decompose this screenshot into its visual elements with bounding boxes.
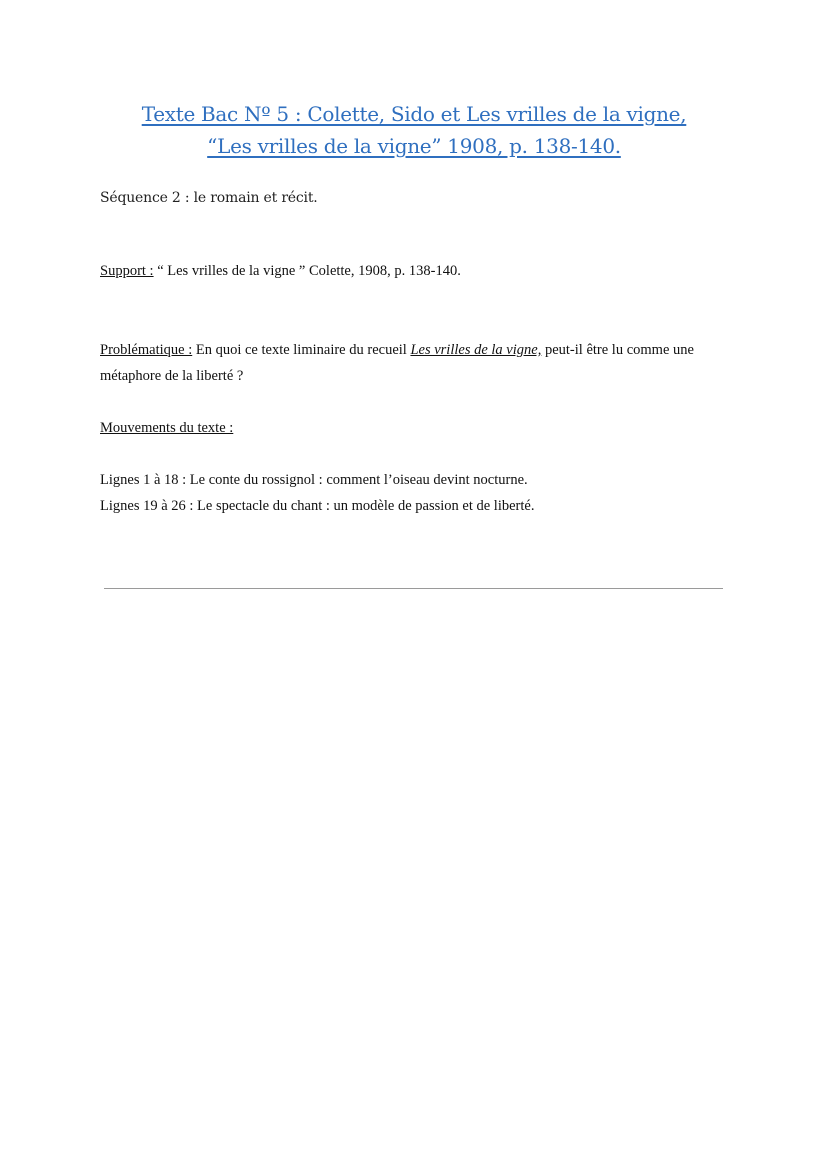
title-line-1: Texte Bac Nº 5 : Colette, Sido et Les vrilles de la vigne, <box>141 102 687 126</box>
problematique-work-title: Les vrilles de la vigne, <box>410 342 542 358</box>
problematique-paragraph <box>100 337 740 389</box>
problematique-line-2: métaphore de la liberté ? <box>100 368 244 384</box>
horizontal-divider <box>104 588 723 589</box>
title-line-2: “Les vrilles de la vigne” 1908, p. 138-140. <box>207 134 621 158</box>
problematique-text-after: peut-il être lu comme une <box>541 342 694 358</box>
mouvements-list <box>100 467 740 519</box>
support-text: “ Les vrilles de la vigne ” Colette, 1908, p. 138-140. <box>153 263 461 279</box>
problematique-text-before: En quoi ce texte liminaire du recueil <box>192 342 411 358</box>
list-item: Lignes 1 à 18 : Le conte du rossignol : comment l’oiseau devint nocturne. <box>100 472 528 488</box>
document-title <box>0 98 828 162</box>
support-paragraph <box>100 258 740 284</box>
sequence-text: Séquence 2 : le romain et récit. <box>100 190 318 206</box>
problematique-label: Problématique : <box>100 342 193 358</box>
mouvements-heading <box>100 415 740 441</box>
mouvements-label: Mouvements du texte : <box>100 420 234 436</box>
list-item: Lignes 19 à 26 : Le spectacle du chant : un modèle de passion et de liberté. <box>100 498 535 514</box>
support-label: Support : <box>100 263 154 279</box>
